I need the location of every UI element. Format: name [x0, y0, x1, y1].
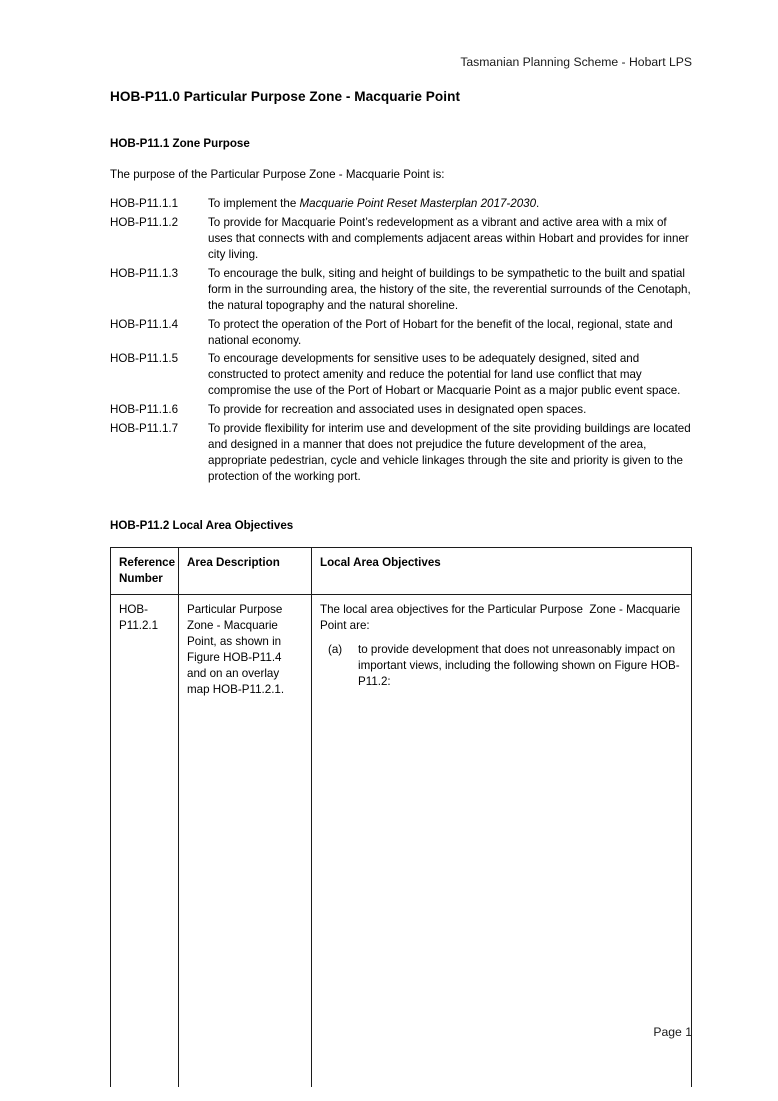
clause-row	[110, 402, 692, 418]
table-header	[111, 548, 692, 595]
section-heading-zone-purpose: HOB-P11.1 Zone Purpose	[110, 137, 250, 151]
clause-text	[208, 196, 692, 212]
cell-area-description: Particular Purpose Zone - Macquarie Point, as shown in Figure HOB-P11.4 and on an overlay map HOB-P11.2.1.	[179, 594, 312, 1087]
cell-local-area-objectives	[312, 594, 692, 1087]
page-header: Tasmanian Planning Scheme - Hobart LPS	[460, 55, 692, 69]
clause-reference: HOB-P11.1.6	[110, 403, 179, 417]
clause-reference: HOB-P11.1.3	[110, 266, 179, 280]
table-row	[111, 594, 692, 1087]
section-heading-local-area-objectives: HOB-P11.2 Local Area Objectives	[110, 519, 294, 533]
objective-item-label: (a)	[328, 642, 343, 656]
clause-text	[208, 215, 692, 263]
clause-text-part: To implement the	[208, 196, 300, 210]
spacer	[110, 106, 692, 136]
column-header-local-area-objectives: Local Area Objectives	[312, 548, 692, 595]
clause-row	[110, 421, 692, 485]
spacer	[110, 183, 692, 196]
clause-text	[208, 421, 692, 485]
spacer	[110, 152, 692, 167]
objectives-item-list	[320, 642, 684, 690]
clause-text	[208, 266, 692, 314]
clause-row	[110, 215, 692, 263]
clause-text-part: To encourage developments for sensitive uses to be adequately designed, sited and constructed to protect amenity and reduce the potential for land use conflict that may compromise the use of the Port of Hobart or Macquarie Point as a major public event space.	[208, 352, 681, 398]
clause-text-tail: .	[536, 196, 540, 210]
clause-row	[110, 317, 692, 349]
zone-purpose-intro: The purpose of the Particular Purpose Zone - Macquarie Point is:	[110, 167, 445, 181]
objective-item-text: to provide development that does not unreasonably impact on important views, including the following shown on Figure HOB-P11.2:	[358, 642, 680, 688]
objective-item	[320, 642, 684, 690]
page-title: HOB-P11.0 Particular Purpose Zone - Macquarie Point	[110, 89, 461, 104]
table-header-row	[111, 548, 692, 595]
clause-reference: HOB-P11.1.7	[110, 422, 179, 436]
clause-text	[208, 402, 692, 418]
clause-text-part: To provide flexibility for interim use and development of the site providing buildings are located and designed in a manner that does not prejudice the future development of the area, appropriate pedestrian, cycle and vehicle linkages through the site and priority is given to the protection of the working port.	[208, 422, 691, 484]
objectives-intro: The local area objectives for the Particular Purpose Zone - Macquarie Point are:	[320, 602, 684, 632]
page-content	[110, 88, 692, 1087]
page-footer: Page 1	[653, 1025, 692, 1039]
clause-text-emphasis: Macquarie Point Reset Masterplan 2017-2030	[299, 196, 537, 210]
column-header-area-description: Area Description	[179, 548, 312, 595]
clause-row	[110, 196, 692, 212]
clause-reference: HOB-P11.1.5	[110, 352, 179, 366]
clause-reference: HOB-P11.1.2	[110, 215, 179, 229]
spacer	[110, 488, 692, 518]
clause-reference: HOB-P11.1.4	[110, 317, 179, 331]
clause-text-part: To provide for Macquarie Point’s redevelopment as a vibrant and active area with a mix of uses that connects with and complements adjacent areas within Hobart and provides for inner city living.	[208, 215, 689, 261]
cell-reference-number: HOB-P11.2.1	[111, 594, 179, 1087]
clause-text-part: To encourage the bulk, siting and height of buildings to be sympathetic to the built and spatial form in the surrounding area, the history of the site, the reverential surrounds of the Cenotaph, the natural topography and the natural shoreline.	[208, 266, 691, 312]
zone-purpose-clause-list	[110, 196, 692, 486]
clause-row	[110, 351, 692, 399]
column-header-reference-number: Reference Number	[111, 548, 179, 595]
table-body	[111, 594, 692, 1087]
clause-text	[208, 351, 692, 399]
clause-row	[110, 266, 692, 314]
clause-text	[208, 317, 692, 349]
clause-text-part: To provide for recreation and associated uses in designated open spaces.	[208, 403, 587, 417]
spacer	[110, 534, 692, 547]
local-area-objectives-table	[110, 547, 692, 1087]
clause-text-part: To protect the operation of the Port of Hobart for the benefit of the local, regional, state and national economy.	[208, 317, 673, 347]
clause-reference: HOB-P11.1.1	[110, 196, 179, 210]
